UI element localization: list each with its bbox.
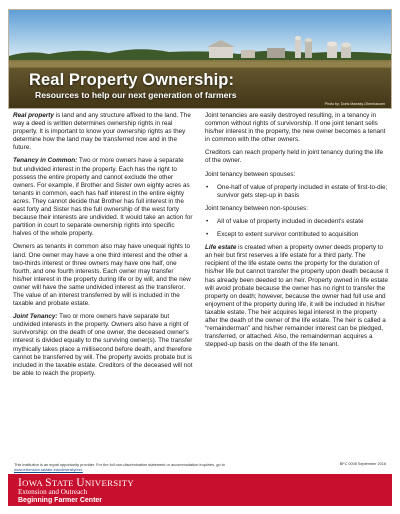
isu-brand-bar (8, 474, 392, 506)
joint-tenancy-term: Joint Tenancy: (13, 313, 58, 321)
right-column (205, 112, 389, 354)
bullet-icon: • (206, 231, 209, 239)
list-item-text: One-half of value of property included in estate of first-to-die; survivor gets step-up in basis (217, 183, 388, 199)
non-discrimination-note (14, 462, 294, 472)
tenancy-in-common-term: Tenancy in Common: (13, 157, 78, 165)
spouses-heading: Joint tenancy between spouses: (205, 170, 296, 178)
page-title: Real Property Ownership: (29, 71, 235, 89)
left-column (13, 112, 193, 383)
list-item (205, 231, 389, 239)
tenancy-in-common-paragraph (13, 157, 193, 238)
destroyed-paragraph: Joint tenancies are easily destroyed resulting, in a tenancy in common without rights of survivorship. If one joint tenant sells his/her interest in the property, the new owner becomes a tenant in common with the other owners. (205, 112, 386, 144)
photo-credit: Photo by: Doris Mawsky-Obenhausen (324, 102, 385, 106)
life-estate-term: Life estate (205, 244, 237, 252)
life-estate-text: is created when a property owner deeds property to an heir but first reserves a life estate for a third party. The recipient of the life estate owns the property for the duration of his/her life but cannot transfer the property upon death because it has already been deeded to an heir. Property owned in life estate will avoid probate because the owner has no right to transfer the property on death; however, because the owner had full use and enjoyment of the property during life, it will be included in his/her taxable estate. The heir acquires legal interest in the property after the death of the owner of the life estate. The heir is called a “remainderman” and his/her remainder interest can be pledged, transferred, or attached. Also, the remainderman acquires a stepped-up basis on the death of the life tenant. (205, 244, 389, 349)
list-item-text: All of value of property included in decedent's estate (217, 217, 364, 225)
real-property-text: is land and any structure affixed to the land. The way a deed is written determines ownership rights in real property. It is important to know your ownership rights as they determine how the land may be transferred now and in the future. (13, 112, 191, 152)
university-logo-wordmark: IOWA STATE UNIVERSITY (18, 477, 135, 489)
bullet-icon: • (206, 217, 209, 225)
beginning-farmer-center-label: Beginning Farmer Center (18, 497, 103, 504)
joint-tenancy-text: Two or more owners have separate but undivided interests in the property. Owners also have a right of survivorship: on the death of one owner, the deceased owner's interest is divided equally to the surviving owner(s). The transfer mythically takes place a millisecond before death, and therefore cannot be transferred by will. The property avoids probate but is included in the taxable estate. Creditors of the deceased will not be able to reach the property. (13, 313, 193, 377)
document-code: BFC 0008 September 2016 (339, 462, 386, 466)
bullet-icon: • (206, 183, 209, 191)
list-item-text: Except to extent survivor contributed to acquisition (217, 231, 359, 239)
extension-outreach-label: Extension and Outreach (18, 488, 88, 496)
list-item (205, 184, 389, 200)
real-property-paragraph (13, 112, 193, 152)
life-estate-paragraph (205, 244, 389, 349)
hero-banner (8, 9, 392, 109)
real-property-term: Real property (13, 112, 54, 119)
unequal-rights-paragraph: Owners as tenants in common also may have unequal rights to land. One owner may have a one third interest and the other a two-thirds interest or three owners may have one half, one fourth, and one fourth interests. Each owner may transfer his/her interest in the property during life or by will, and the new owner will have the same undivided interest as the transferor. The value of an interest transferred by will is included in the taxable and probate estate. (13, 243, 191, 308)
tenancy-in-common-text: Two or more owners have a separate but undivided interest in the property. Each has the right to possess the entire property and cannot exclude the other owners. For example, if Brother and Sister own eighty acres as tenants in common, each has half interest in the entire eighty acres. They cannot decide that Brother has full interest in the east forty and Sister has the full ownership of the west forty because their interests are undivided. It would take an action for partition in court to separate ownership rights into specific halves of the whole property. (13, 157, 193, 238)
page-subtitle: Resources to help our next generation of farmers (35, 90, 237, 100)
diversity-link[interactable]: www.extension.iastate.edu/diversity/ext. (14, 467, 83, 473)
nonspouses-heading: Joint tenancy between non-spouses: (205, 204, 308, 212)
footer-note-text: This institution is an equal opportunity provider. For the full non-discrimination statement or accommodation inquiries, go to (14, 462, 225, 467)
creditors-paragraph: Creditors can reach property held in joint tenancy during the life of the owner. (205, 149, 384, 165)
list-item (205, 218, 389, 226)
joint-tenancy-paragraph (13, 313, 193, 378)
